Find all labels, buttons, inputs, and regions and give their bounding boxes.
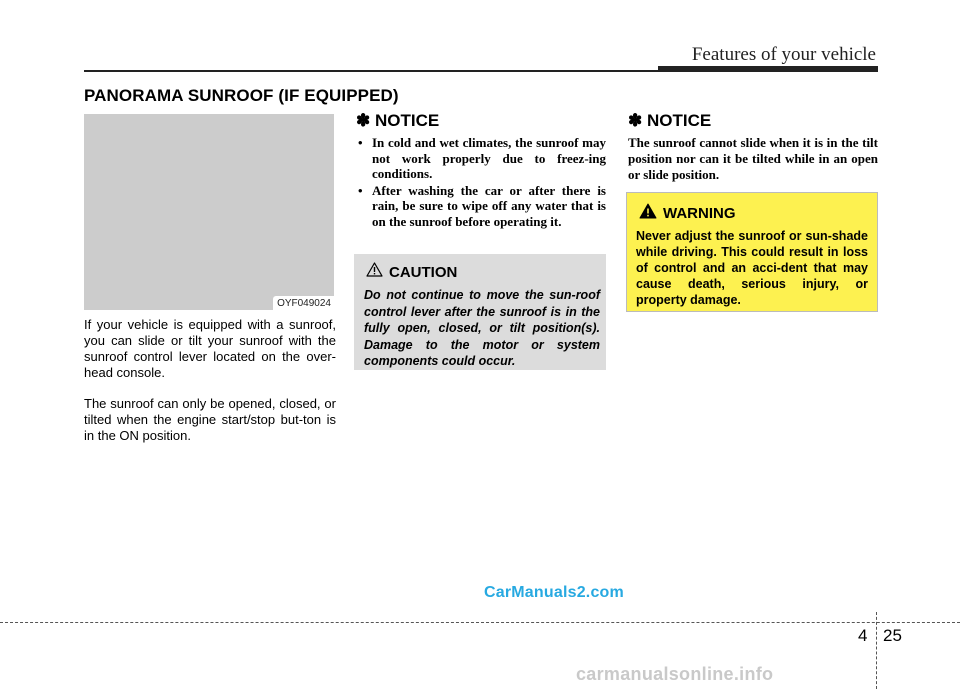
- warning-header: [639, 203, 736, 224]
- caution-text: Do not continue to move the sun-roof control lever after the sunroof is in the fully open, closed, or tilt position(s). Damage to the motor or system components could occur.: [364, 288, 600, 368]
- notice-text-right: The sunroof cannot slide when it is in the tilt position nor can it be tilted while in an open or slide position.: [628, 135, 878, 182]
- footer-rule: [0, 622, 960, 623]
- page-number: 25: [883, 626, 902, 645]
- caution-triangle-icon: [366, 262, 383, 282]
- notice-bullet-2: • After washing the car or after there is rain, be sure to wipe off any water that is on the sunroof before operating it.: [356, 183, 606, 230]
- watermark-carmanualsonline[interactable]: carmanualsonline.info: [576, 664, 774, 684]
- warning-triangle-icon: [639, 203, 657, 224]
- warning-box: [626, 192, 878, 312]
- warning-title: WARNING: [663, 205, 736, 222]
- header-rule-thin: [84, 70, 660, 72]
- section-title: PANORAMA SUNROOF (IF EQUIPPED): [84, 86, 399, 105]
- warning-text: Never adjust the sunroof or sun-shade while driving. This could result in loss of control and an acci-dent that may cause death, serious injury, or property damage.: [636, 229, 868, 307]
- photo-code: OYF049024: [273, 296, 334, 310]
- sunroof-photo: [84, 114, 334, 310]
- body-paragraph-2: The sunroof can only be opened, closed, or tilted when the engine start/stop but-ton is in the ON position.: [84, 396, 336, 443]
- caution-header: [366, 262, 457, 282]
- page-chapter-number: 4: [858, 626, 868, 645]
- header-rule-thick: [658, 66, 878, 72]
- notice-title-right: ✽ NOTICE: [628, 111, 712, 130]
- caution-box: [354, 254, 606, 370]
- notice-bullet-1: • In cold and wet climates, the sunroof may not work properly due to freez-ing conditions.: [356, 135, 606, 182]
- caution-title: CAUTION: [389, 263, 458, 281]
- chapter-header-title: Features of your vehicle: [691, 44, 876, 65]
- watermark-carmanuals2[interactable]: CarManuals2.com: [484, 584, 624, 601]
- footer-page-divider: [876, 612, 877, 689]
- body-paragraph-1: If your vehicle is equipped with a sunroof, you can slide or tilt your sunroof with the sunroof control lever located on the over-head console.: [84, 317, 336, 380]
- notice-title-left: ✽ NOTICE: [356, 111, 440, 130]
- notice-bullet-list: [356, 135, 606, 230]
